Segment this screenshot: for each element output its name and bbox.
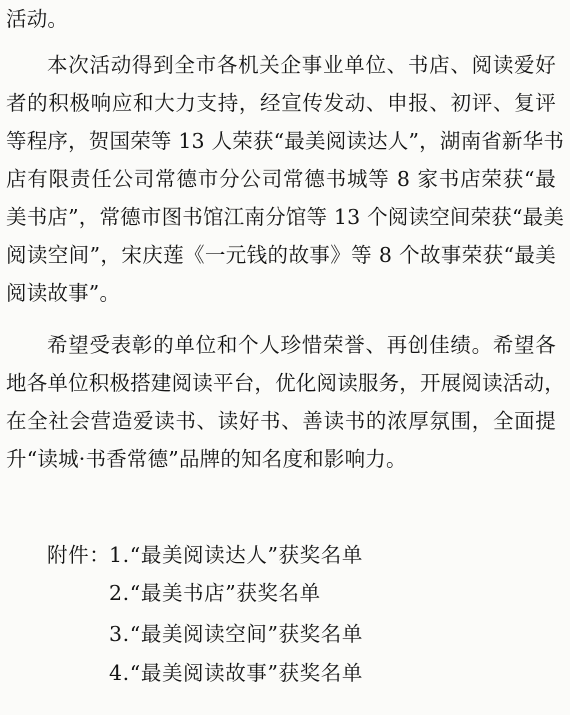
text-line: 希望受表彰的单位和个人珍惜荣誉、再创佳绩。希望各 <box>47 333 556 357</box>
text-line: 阅读故事”。 <box>6 281 121 305</box>
text-line: 活动。 <box>6 7 69 31</box>
attachment-item: 2.“最美书店”获奖名单 <box>109 581 321 605</box>
attachments-label: 附件： <box>47 543 111 567</box>
attachment-item: 3.“最美阅读空间”获奖名单 <box>109 622 363 646</box>
text-line: 店有限责任公司常德市分公司常德书城等 8 家书店荣获“最 <box>6 167 556 191</box>
text-line: 美书店”，常德市图书馆江南分馆等 13 个阅读空间荣获“最美 <box>6 205 565 229</box>
text-line: 在全社会营造爱读书、读好书、善读书的浓厚氛围，全面提 <box>6 409 556 433</box>
text-line: 阅读空间”，宋庆莲《一元钱的故事》等 8 个故事荣获“最美 <box>6 243 556 267</box>
attachment-item: 4.“最美阅读故事”获奖名单 <box>109 661 363 685</box>
text-line: 升“读城·书香常德”品牌的知名度和影响力。 <box>6 447 407 471</box>
text-line: 者的积极响应和大力支持，经宣传发动、申报、初评、复评 <box>6 91 556 115</box>
text-line: 本次活动得到全市各机关企事业单位、书店、阅读爱好 <box>47 53 556 77</box>
text-line: 等程序，贺国荣等 13 人荣获“最美阅读达人”，湖南省新华书 <box>6 129 565 153</box>
text-line: 地各单位积极搭建阅读平台，优化阅读服务，开展阅读活动， <box>6 371 565 395</box>
attachment-item: 1.“最美阅读达人”获奖名单 <box>109 543 363 567</box>
